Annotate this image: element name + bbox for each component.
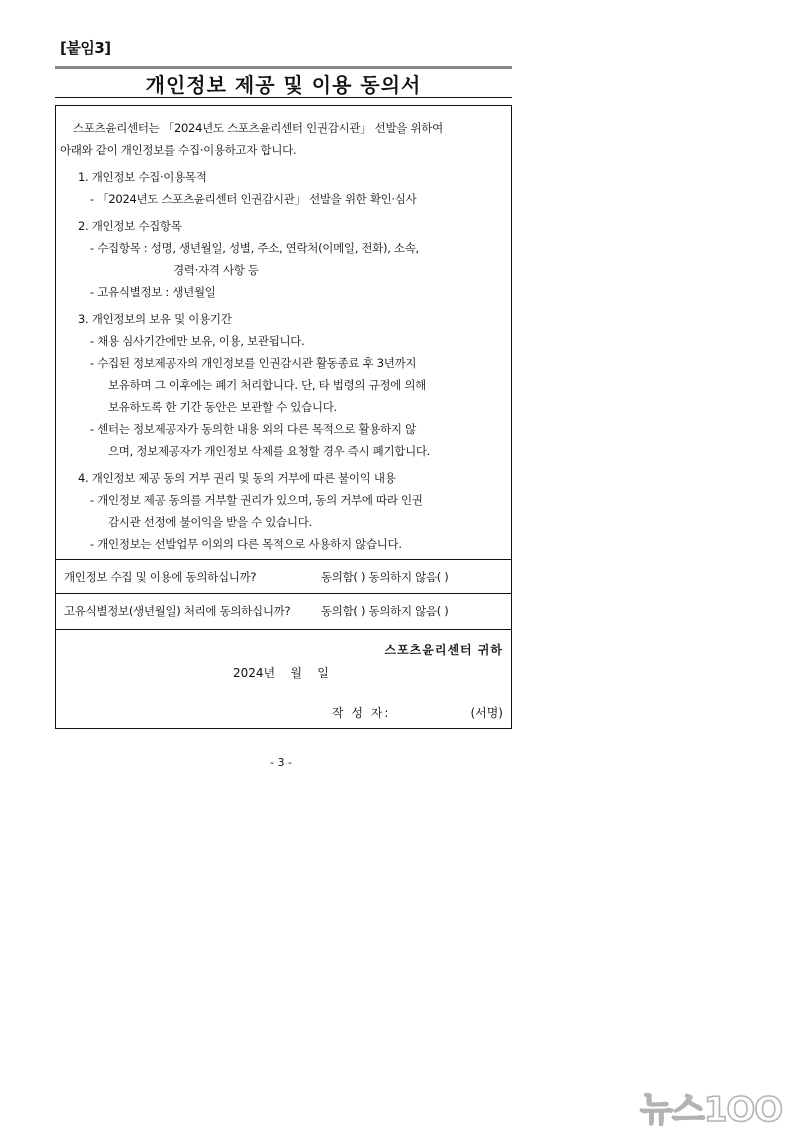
section-heading: 4. 개인정보 제공 동의 거부 권리 및 동의 거부에 따른 불이익 내용 [78,471,396,485]
consent-question: 고유식별정보(생년월일) 처리에 동의하십니까? [64,604,291,618]
section-line: - 「2024년도 스포츠윤리센터 인권감시관」 선발을 위한 확인·심사 [90,192,417,206]
form-body [56,106,511,560]
date-line: 2024년 월 일 [233,666,329,680]
consent-row-unique-id [56,593,511,630]
section-line: 경력·자격 사항 등 [173,263,259,277]
section-line: 보유하며 그 이후에는 폐기 처리합니다. 단, 타 법령의 규정에 의해 [108,378,426,392]
author-label: 작 성 자: [332,706,391,720]
section-line: - 고유식별정보 : 생년월일 [90,285,216,299]
section-heading: 2. 개인정보 수집항목 [78,219,182,233]
consent-options[interactable]: 동의함( ) 동의하지 않음( ) [321,604,449,618]
section-line: - 개인정보는 선발업무 이외의 다른 목적으로 사용하지 않습니다. [90,537,402,551]
watermark-logo: 뉴스1OO [640,1090,783,1130]
section-line: 감시관 선정에 불이익을 받을 수 있습니다. [108,515,312,529]
signature-block [56,629,511,729]
section-line: - 수집된 정보제공자의 개인정보를 인권감시관 활동종료 후 3년까지 [90,356,417,370]
document-title: 개인정보 제공 및 이용 동의서 [145,72,422,97]
section-line: - 개인정보 제공 동의를 거부할 권리가 있으며, 동의 거부에 따라 인권 [90,493,423,507]
section-line: 보유하도록 한 기간 동안은 보관할 수 있습니다. [108,400,337,414]
section-heading: 1. 개인정보 수집·이용목적 [78,170,207,184]
attachment-label: [붙임3] [60,39,111,57]
intro-line: 아래와 같이 개인정보를 수집·이용하고자 합니다. [60,143,297,157]
recipient-label: 스포츠윤리센터 귀하 [384,643,503,657]
intro-line: 스포츠윤리센터는 「2024년도 스포츠윤리센터 인권감시관」 선발을 위하여 [73,121,443,135]
section-line: - 센터는 정보제공자가 동의한 내용 외의 다른 목적으로 활용하지 않 [90,422,416,436]
title-bar [55,66,512,98]
consent-form [55,105,512,729]
consent-question: 개인정보 수집 및 이용에 동의하십니까? [64,570,257,584]
consent-options[interactable]: 동의함( ) 동의하지 않음( ) [321,570,449,584]
section-line: - 수집항목 : 성명, 생년월일, 성별, 주소, 연락처(이메일, 전화), 소속, [90,241,419,255]
section-line: - 채용 심사기간에만 보유, 이용, 보관됩니다. [90,334,305,348]
consent-row-collection [56,559,511,594]
page-number: - 3 - [270,756,292,769]
section-heading: 3. 개인정보의 보유 및 이용기간 [78,312,232,326]
section-line: 으며, 정보제공자가 개인정보 삭제를 요청할 경우 즉시 폐기합니다. [108,444,431,458]
signature-stamp-label: (서명) [470,706,503,720]
